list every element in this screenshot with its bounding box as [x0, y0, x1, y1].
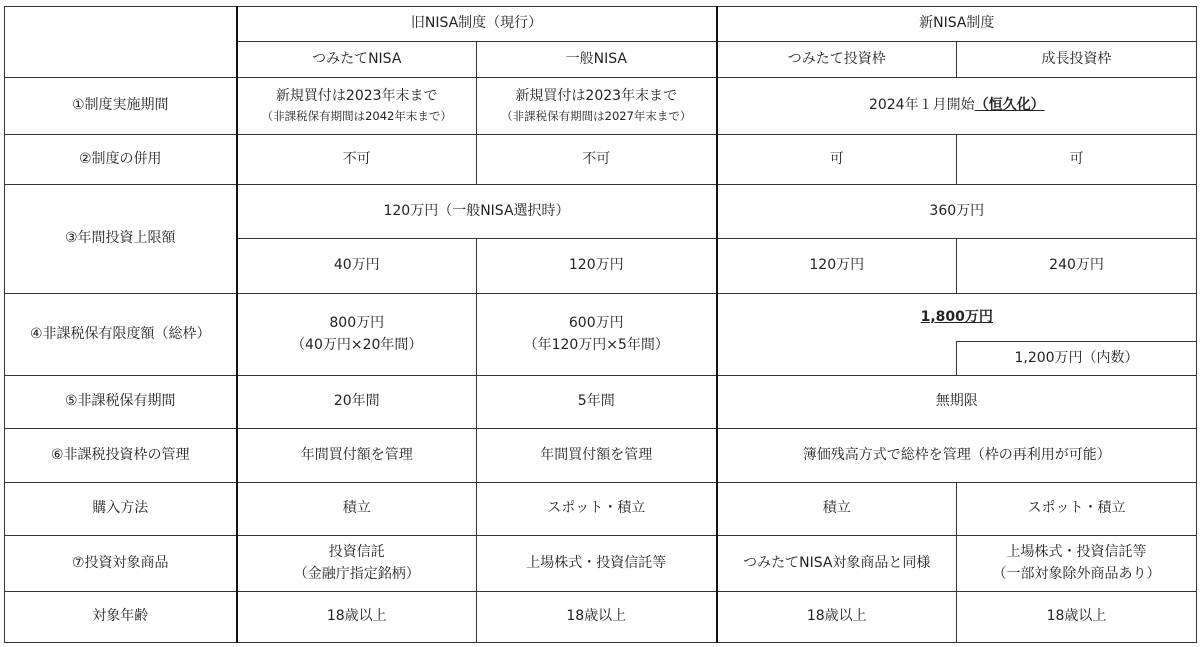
cell-period-new	[717, 78, 1197, 135]
products-old-tsumitate-note: （金融庁指定銘柄）	[293, 565, 420, 582]
cell-period-old-ippan	[477, 78, 717, 135]
row-annual-total	[5, 185, 1197, 239]
cell-limit-old-ippan	[477, 294, 717, 376]
cell-method-new-seicho: スポット・積立	[957, 483, 1197, 536]
cell-manage-old-tsumitate: 年間買付額を管理	[237, 429, 477, 483]
cell-annual-old-ippan: 120万円	[477, 239, 717, 294]
products-new-seicho-main: 上場株式・投資信託等	[1006, 543, 1147, 560]
row-method	[5, 483, 1197, 536]
cell-holding-old-ippan: 5年間	[477, 376, 717, 429]
row-label-products: ⑦投資対象商品	[5, 536, 237, 592]
cell-age-old-tsumitate: 18歳以上	[237, 592, 477, 643]
cell-manage-new: 簿価残高方式で総枠を管理（枠の再利用が可能）	[717, 429, 1197, 483]
cell-annual-new-seicho: 240万円	[957, 239, 1197, 294]
limit-old-tsumitate-amount: 800万円	[329, 314, 385, 331]
limit-old-ippan-amount: 600万円	[568, 314, 624, 331]
header-old-tsumitate: つみたてNISA	[237, 42, 477, 78]
cell-manage-old-ippan: 年間買付額を管理	[477, 429, 717, 483]
period-old-tsumitate-note: （非課税保有期間は2042年末まで）	[261, 108, 452, 123]
row-manage	[5, 429, 1197, 483]
row-label-manage: ⑥非課税投資枠の管理	[5, 429, 237, 483]
products-old-tsumitate-main: 投資信託	[328, 543, 385, 560]
cell-limit-new-tsumitate-blank	[717, 342, 957, 376]
cell-products-old-tsumitate	[237, 536, 477, 592]
cell-limit-old-tsumitate	[237, 294, 477, 376]
limit-old-ippan-calc: （年120万円×5年間）	[523, 336, 669, 353]
cell-period-old-tsumitate	[237, 78, 477, 135]
period-old-tsumitate-main: 新規買付は2023年末まで	[275, 88, 438, 105]
corner-cell	[5, 7, 237, 78]
row-limit-total	[5, 294, 1197, 342]
period-old-ippan-note: （非課税保有期間は2027年末まで）	[501, 108, 692, 123]
row-products	[5, 536, 1197, 592]
cell-combine-new-seicho: 可	[957, 135, 1197, 185]
cell-limit-new-seicho: 1,200万円（内数）	[957, 342, 1197, 376]
row-label-holding: ⑤非課税保有期間	[5, 376, 237, 429]
cell-method-old-ippan: スポット・積立	[477, 483, 717, 536]
cell-age-new-tsumitate: 18歳以上	[717, 592, 957, 643]
period-new-permanent: （恒久化）	[974, 97, 1045, 114]
cell-holding-new: 無期限	[717, 376, 1197, 429]
cell-annual-old-tsumitate: 40万円	[237, 239, 477, 294]
row-label-age: 対象年齢	[5, 592, 237, 643]
row-label-combine: ②制度の併用	[5, 135, 237, 185]
cell-age-new-seicho: 18歳以上	[957, 592, 1197, 643]
products-new-seicho-note: （一部対象除外商品あり）	[992, 565, 1161, 582]
row-label-method: 購入方法	[5, 483, 237, 536]
cell-method-new-tsumitate: 積立	[717, 483, 957, 536]
row-label-annual: ③年間投資上限額	[5, 185, 237, 294]
row-label-period: ①制度実施期間	[5, 78, 237, 135]
row-holding	[5, 376, 1197, 429]
cell-products-new-seicho	[957, 536, 1197, 592]
cell-age-old-ippan: 18歳以上	[477, 592, 717, 643]
header-row-system	[5, 7, 1197, 42]
period-old-ippan-main: 新規買付は2023年末まで	[515, 88, 678, 105]
cell-limit-new-total: 1,800万円	[717, 294, 1197, 342]
header-new-seicho: 成長投資枠	[957, 42, 1197, 78]
row-label-limit: ④非課税保有限度額（総枠）	[5, 294, 237, 376]
header-old-nisa: 旧NISA制度（現行）	[237, 7, 717, 42]
nisa-comparison-table	[4, 6, 1197, 643]
header-new-nisa: 新NISA制度	[717, 7, 1197, 42]
row-period	[5, 78, 1197, 135]
cell-combine-new-tsumitate: 可	[717, 135, 957, 185]
cell-annual-old-total: 120万円（一般NISA選択時）	[237, 185, 717, 239]
cell-combine-old-tsumitate: 不可	[237, 135, 477, 185]
row-combine	[5, 135, 1197, 185]
header-new-tsumitate: つみたて投資枠	[717, 42, 957, 78]
cell-products-new-tsumitate: つみたてNISA対象商品と同様	[717, 536, 957, 592]
row-age	[5, 592, 1197, 643]
cell-products-old-ippan: 上場株式・投資信託等	[477, 536, 717, 592]
cell-holding-old-tsumitate: 20年間	[237, 376, 477, 429]
cell-annual-new-total: 360万円	[717, 185, 1197, 239]
period-new-start: 2024年１月開始	[868, 97, 975, 114]
limit-old-tsumitate-calc: （40万円×20年間）	[291, 336, 423, 353]
cell-annual-new-tsumitate: 120万円	[717, 239, 957, 294]
header-old-ippan: 一般NISA	[477, 42, 717, 78]
cell-combine-old-ippan: 不可	[477, 135, 717, 185]
cell-method-old-tsumitate: 積立	[237, 483, 477, 536]
